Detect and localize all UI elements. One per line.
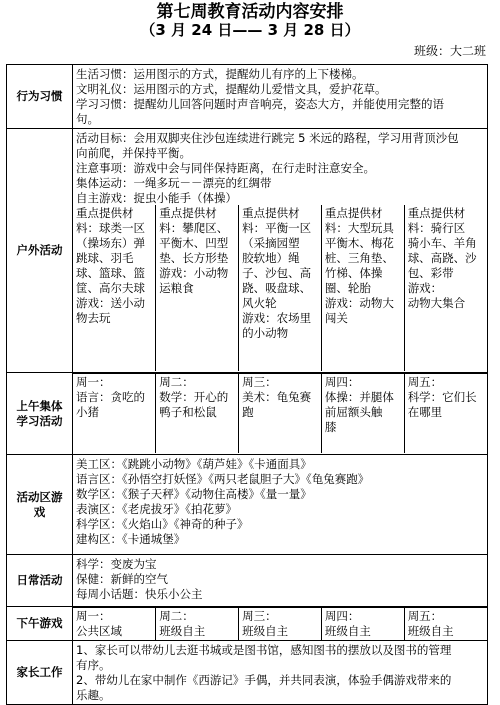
afternoon-text: 班级自主 — [159, 624, 206, 638]
outdoor-text: 物去玩 — [76, 311, 111, 325]
parents-line: 1、家长可以带幼儿去逛书城或是图书馆，感知图书的摆放以及图书的管理 — [76, 643, 452, 657]
schedule-table — [6, 64, 488, 705]
page-title: 第七周教育活动内容安排 — [156, 2, 344, 22]
outdoor-text: 骑小车、羊角 — [407, 236, 477, 250]
outdoor-text: 平衡木、凹型 — [159, 236, 229, 250]
afternoon-days-grid — [73, 607, 487, 640]
row-behavior — [7, 65, 488, 129]
morning-text: 前屈额头触 — [324, 405, 383, 419]
behavior-line: 生活习惯：运用图示的方式，提醒幼儿有序的上下楼梯。 — [76, 67, 364, 81]
outdoor-text: 筐、高尔夫球 — [76, 281, 145, 295]
behavior-content — [73, 65, 488, 129]
label-areas — [7, 455, 73, 555]
afternoon-content — [73, 607, 488, 641]
parents-line: 乐趣。 — [76, 688, 111, 702]
afternoon-text: 班级自主 — [242, 624, 289, 638]
outdoor-text: 游戏：送小动 — [76, 296, 145, 310]
label-afternoon: 下午游戏 — [7, 607, 73, 641]
label-line: 活动区游 — [16, 489, 63, 504]
outdoor-intro-line: 活动目标：会用双脚夹住沙包连续进行跳完 5 米远的路程，学习用背顶沙包 — [76, 131, 459, 145]
label-outdoor: 户外活动 — [7, 129, 73, 373]
outdoor-text: （操场东）弹 — [76, 236, 145, 250]
outdoor-text: 胶软地）绳 — [242, 251, 300, 265]
area-line: 数学区：《猴子天秤》《动物住高楼》《量一量》 — [76, 487, 312, 501]
area-line: 科学区：《火焰山》《神奇的种子》 — [76, 517, 249, 531]
daily-line: 科学：变废为宝 — [76, 557, 157, 571]
afternoon-text: 周四： — [324, 609, 360, 623]
row-parents — [7, 641, 488, 705]
areas-content — [73, 455, 488, 555]
outdoor-intro-line: 自主游戏：捉虫小能手（体操） — [76, 191, 237, 205]
outdoor-text: 球、篮球、篮 — [76, 266, 145, 280]
outdoor-col-thu — [321, 205, 404, 371]
morning-text: 周二： — [159, 375, 194, 389]
label-line: 上午集体 — [16, 398, 63, 413]
morning-text: 科学：它们长 — [407, 390, 477, 404]
morning-day-tue — [156, 374, 239, 454]
outdoor-text: （采摘园塑 — [242, 236, 300, 250]
row-daily — [7, 555, 488, 607]
behavior-line: 文明礼仪：运用图示的方式，提醒幼儿爱惜文具，爱护花草。 — [76, 82, 387, 96]
outdoor-text: 圈、轮胎 — [324, 281, 371, 295]
outdoor-text: 重点提供材 — [324, 206, 383, 220]
afternoon-text: 周二： — [159, 609, 194, 623]
morning-content — [73, 373, 488, 455]
afternoon-text: 班级自主 — [407, 624, 454, 638]
outdoor-text: 闯关 — [324, 311, 348, 325]
class-label: 班级：大二班 — [413, 44, 486, 58]
behavior-line: 句。 — [76, 112, 99, 126]
date-range: （3 月 24 日—— 3 月 28 日） — [140, 21, 360, 39]
outdoor-text: 游戏：小动物 — [159, 266, 229, 280]
row-outdoor — [7, 129, 488, 373]
outdoor-text: 子、沙包、高 — [242, 266, 312, 280]
morning-text: 膝 — [324, 420, 337, 434]
outdoor-intro-line: 集体运动：一绳多玩－－漂亮的红绸带 — [76, 176, 272, 190]
area-line: 美工区：《跳跳小动物》《葫芦娃》《卡通面具》 — [76, 457, 312, 471]
label-behavior: 行为习惯 — [7, 65, 73, 129]
outdoor-text: 重点提供材 — [159, 206, 217, 220]
label-parents: 家长工作 — [7, 641, 73, 705]
outdoor-col-wed — [239, 205, 322, 371]
morning-text: 体操：并腿体 — [324, 390, 394, 404]
afternoon-day-wed — [239, 608, 322, 641]
afternoon-text: 周一： — [76, 609, 111, 623]
morning-text: 跑 — [242, 405, 254, 419]
morning-text: 周三： — [242, 375, 277, 389]
outdoor-content — [73, 129, 488, 373]
parents-line: 有序。 — [76, 658, 111, 672]
morning-text: 美术：龟兔赛 — [242, 390, 312, 404]
afternoon-day-fri — [404, 608, 487, 641]
morning-text: 鸭子和松鼠 — [159, 405, 217, 419]
morning-text: 周一： — [76, 375, 111, 389]
row-areas — [7, 455, 488, 555]
afternoon-text: 班级自主 — [324, 624, 371, 638]
row-afternoon — [7, 607, 488, 641]
outdoor-text: 重点提供材 — [407, 206, 466, 220]
outdoor-col-mon — [73, 205, 156, 371]
label-daily: 日常活动 — [7, 555, 73, 607]
daily-line: 保健：新鲜的空气 — [76, 572, 168, 586]
outdoor-text: 跷、吸盘球、 — [242, 281, 312, 295]
parents-content — [73, 641, 488, 705]
label-line: 戏 — [33, 504, 46, 519]
area-line: 语言区：《孙悟空打妖怪》《两只老鼠胆子大》《龟兔赛跑》 — [76, 472, 370, 486]
outdoor-text: 的小动物 — [242, 326, 289, 340]
label-line: 学习活动 — [16, 413, 63, 428]
afternoon-text: 公共区域 — [76, 624, 122, 638]
outdoor-text: 动物大集合 — [407, 296, 466, 310]
outdoor-intro-line: 注意事项：游戏中会与同伴保持距离，在行走时注意安全。 — [76, 161, 375, 175]
outdoor-intro-line: 向前爬，并保持平衡。 — [76, 146, 191, 160]
outdoor-text: 风火轮 — [242, 296, 277, 310]
morning-day-wed — [239, 374, 322, 454]
morning-days-grid — [73, 373, 487, 453]
afternoon-text: 周三： — [242, 609, 277, 623]
label-morning — [7, 373, 73, 455]
afternoon-day-thu — [321, 608, 404, 641]
afternoon-day-tue — [156, 608, 239, 641]
outdoor-text: 桩、三角垫、 — [324, 251, 394, 265]
morning-text: 小猪 — [76, 405, 99, 419]
outdoor-text: 跳球、羽毛 — [76, 251, 134, 265]
morning-text: 在哪里 — [407, 405, 443, 419]
morning-day-fri — [404, 374, 487, 454]
morning-text: 语言：贪吃的 — [76, 390, 145, 404]
outdoor-text: 料：平衡一区 — [242, 221, 312, 235]
outdoor-materials-grid — [73, 205, 487, 371]
outdoor-text: 平衡木、梅花 — [324, 236, 394, 250]
outdoor-text: 垫、长方形垫 — [159, 251, 229, 265]
morning-day-thu — [321, 374, 404, 454]
morning-text: 周四： — [324, 375, 360, 389]
outdoor-text: 竹梯、体操 — [324, 266, 383, 280]
outdoor-text: 球、高跷、沙 — [407, 251, 477, 265]
outdoor-text: 游戏：农场里 — [242, 311, 312, 325]
morning-day-mon — [73, 374, 156, 454]
behavior-line: 学习习惯：提醒幼儿回答问题时声音响亮，姿态大方，并能使用完整的语 — [76, 97, 444, 111]
outdoor-text: 料：攀爬区、 — [159, 221, 229, 235]
daily-line: 每周小话题：快乐小公主 — [76, 587, 203, 601]
outdoor-text: 料：大型玩具 — [324, 221, 394, 235]
daily-content — [73, 555, 488, 607]
outdoor-text: 包、彩带 — [407, 266, 454, 280]
morning-text: 数学：开心的 — [159, 390, 229, 404]
parents-line: 2、带幼儿在家中制作《西游记》手偶，并共同表演，体验手偶游戏带来的 — [76, 673, 452, 687]
outdoor-text: 游戏：动物大 — [324, 296, 394, 310]
outdoor-text: 运粮食 — [159, 281, 194, 295]
outdoor-text: 游戏： — [407, 281, 443, 295]
outdoor-col-tue — [156, 205, 239, 371]
outdoor-text: 重点提供材 — [76, 206, 134, 220]
outdoor-text: 重点提供材 — [242, 206, 300, 220]
area-line: 表演区：《老虎拔牙》《拍花萝》 — [76, 502, 237, 516]
outdoor-text: 料：骑行区 — [407, 221, 466, 235]
row-morning — [7, 373, 488, 455]
afternoon-day-mon — [73, 608, 156, 641]
outdoor-text: 料：球类一区 — [76, 221, 145, 235]
morning-text: 周五： — [407, 375, 443, 389]
outdoor-col-fri — [404, 205, 487, 371]
afternoon-text: 周五： — [407, 609, 443, 623]
area-line: 建构区：《卡通城堡》 — [76, 532, 186, 546]
